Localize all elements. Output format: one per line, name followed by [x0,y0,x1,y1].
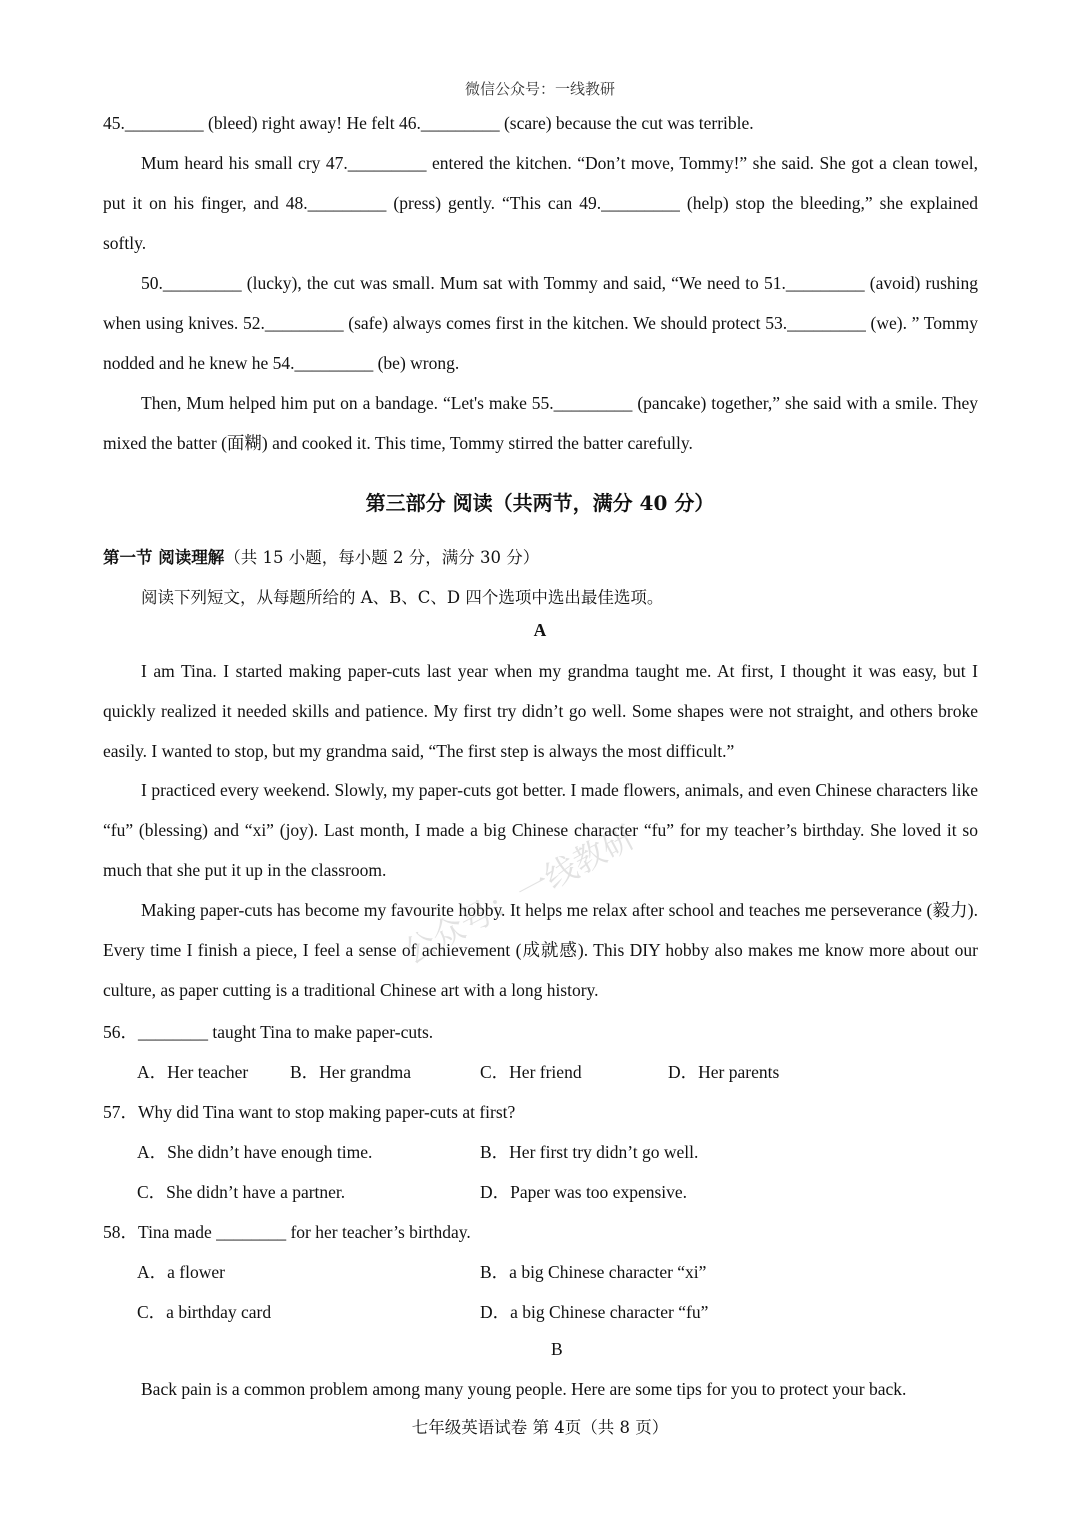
question-56-option-b: B．Her grandma [290,1062,412,1082]
question-56-option-a: A．Her teacher [137,1062,249,1082]
part-heading-bold: 第一节 阅读理解 [103,548,225,567]
question-58-option-d: D．a big Chinese character “fu” [480,1302,709,1322]
passage-a-paragraph-1: I am Tina. I started making paper-cuts last year when my grandma taught me. At first, I thought it was easy, but I quickly realized it needed skills and patience. My first try didn’t go well. Some shapes were not straight, and others broke easily. I wanted to stop, but my grandma said, “The first step is always the most difficult.” [103,661,978,761]
cloze-paragraph-3: 50._________ (lucky), the cut was small. Mum sat with Tommy and said, “We need to 51._________ (avoid) rushing when using knives. 52._________ (safe) always comes first in the kitchen. We should protect 53._________ (we). ” Tommy nodded and he knew he 54._________ (be) wrong. [103,273,978,373]
cloze-paragraph-4: Then, Mum helped him put on a bandage. “Let's make 55._________ (pancake) together,” she said with a smile. They mixed the batter (面糊) and cooked it. This time, Tommy stirred the batter carefully. [103,393,978,453]
part-heading-rest: （共 15 小题，每小题 2 分，满分 30 分） [224,548,540,567]
section-part-heading [103,544,539,568]
question-57: 57．Why did Tina want to stop making paper-cuts at first? [103,1102,516,1122]
passage-b-label: B [551,1339,563,1359]
question-58-option-b: B．a big Chinese character “xi” [480,1262,707,1282]
passage-b-paragraph-1: Back pain is a common problem among many young people. Here are some tips for you to protect your back. [141,1379,907,1399]
question-58: 58．Tina made ________ for her teacher’s birthday. [103,1222,471,1242]
question-58-option-a: A．a flower [137,1262,225,1282]
question-58-option-c: C．a birthday card [137,1302,272,1322]
reading-instruction: 阅读下列短文，从每题所给的 A、B、C、D 四个选项中选出最佳选项。 [141,588,664,607]
question-57-option-c: C．She didn’t have a partner. [137,1182,346,1202]
cloze-paragraph-2: Mum heard his small cry 47._________ entered the kitchen. “Don’t move, Tommy!” she said. She got a clean towel, put it on his finger, and 48._________ (press) gently. “This can 49._________ (help) stop the bleeding,” she explained softly. [103,153,978,253]
page-header: 微信公众号：一线教研 [464,80,615,98]
watermark: 公众号：一线教研 [397,817,641,972]
passage-a-paragraph-3: Making paper-cuts has become my favourite hobby. It helps me relax after school and teaches me perseverance (毅力). Every time I finish a piece, I feel a sense of achievement (成就感). This DIY hobby also makes me know more about our culture, as paper cutting is a traditional Chinese art with a long history. [103,900,978,1000]
question-57-option-d: D．Paper was too expensive. [480,1182,688,1202]
question-57-option-b: B．Her first try didn’t go well. [480,1142,699,1162]
question-56-option-d: D．Her parents [668,1062,780,1082]
cloze-paragraph-1: 45._________ (bleed) right away! He felt 46._________ (scare) because the cut was terrible. [103,113,754,133]
question-56-option-c: C．Her friend [480,1062,582,1082]
page-footer: 七年级英语试卷 第 4页（共 8 页） [411,1418,669,1437]
passage-a-label: A [533,620,547,640]
section-title: 第三部分 阅读（共两节，满分 40 分） [365,491,715,515]
question-56: 56．________ taught Tina to make paper-cuts. [103,1022,434,1042]
question-57-option-a: A．She didn’t have enough time. [137,1142,373,1162]
passage-a-paragraph-2: I practiced every weekend. Slowly, my paper-cuts got better. I made flowers, animals, and even Chinese characters like “fu” (blessing) and “xi” (joy). Last month, I made a big Chinese character “fu” for my teacher’s birthday. She loved it so much that she put it up in the classroom. [103,780,978,880]
